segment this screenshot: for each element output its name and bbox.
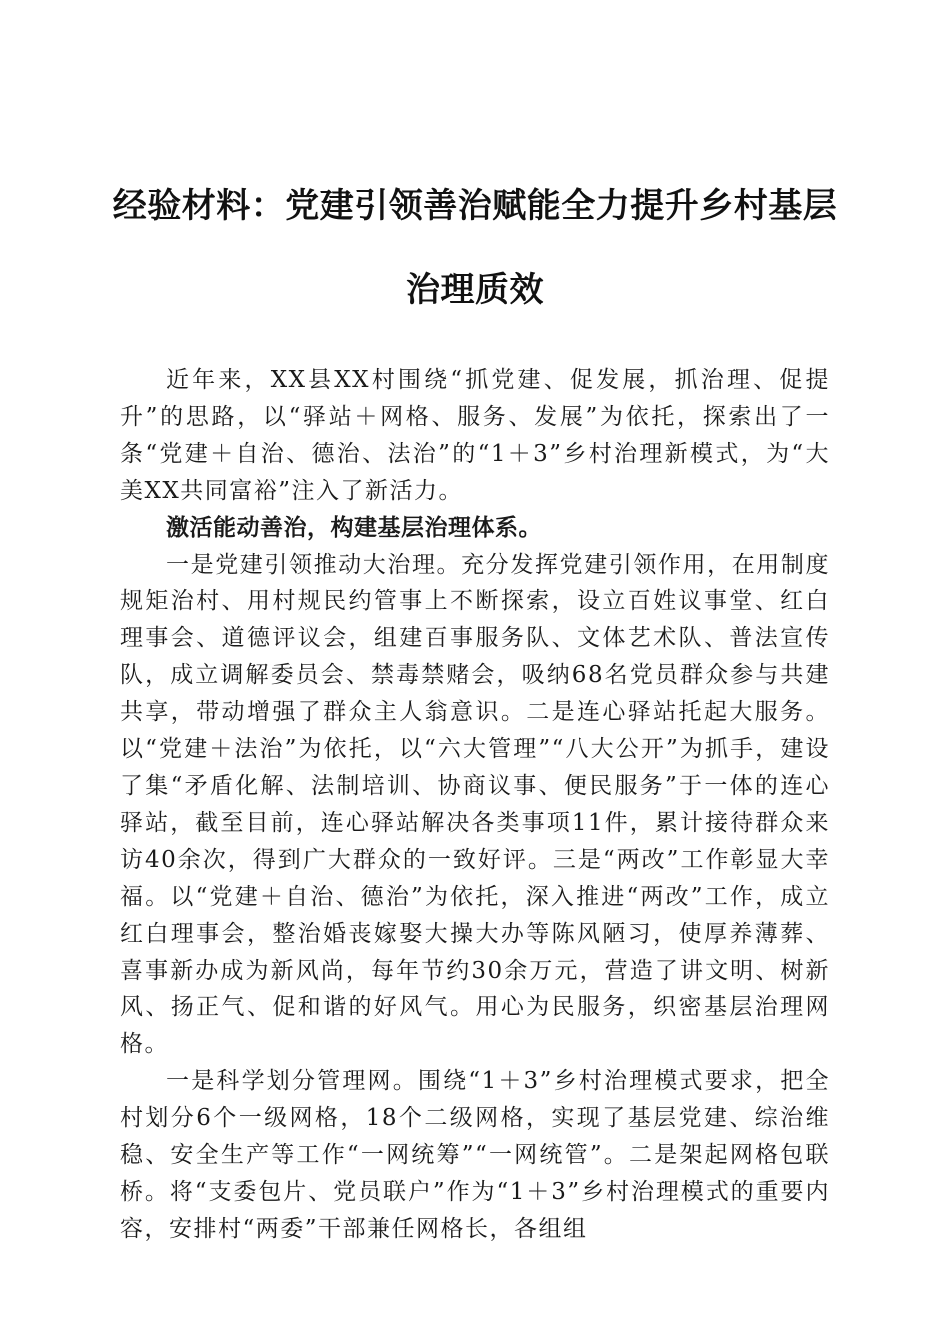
section-heading: 激活能动善治，构建基层治理体系。	[166, 513, 542, 541]
intro-paragraph: 近年来，XX县XX村围绕“抓党建、促发展，抓治理、促提升”的思路，以“驿站＋网格、服务、发展”为依托，探索出了一条“党建＋自治、德治、法治”的“1＋3”乡村治理新模式，为“大美XX共同富裕”注入了新活力。	[120, 367, 830, 504]
body-paragraph: 一是科学划分管理网。围绕“1＋3”乡村治理模式要求，把全村划分6个一级网格，18个二级网格，实现了基层党建、综治维稳、安全生产等工作“一网统筹”“一网统管”。二是架起网格包联桥。将“支委包片、党员联户”作为“1＋3”乡村治理模式的重要内容，安排村“两委”干部兼任网格长，各组组	[120, 1068, 830, 1242]
document-title: 经验材料：党建引领善治赋能全力提升乡村基层治理质效	[112, 186, 838, 310]
document-body	[120, 362, 830, 1248]
body-paragraph: 一是党建引领推动大治理。充分发挥党建引领作用，在用制度规矩治村、用村规民约管事上不断探索，设立百姓议事堂、红白理事会、道德评议会，组建百事服务队、文体艺术队、普法宣传队，成立调解委员会、禁毒禁赌会，吸纳68名党员群众参与共建共享，带动增强了群众主人翁意识。二是连心驿站托起大服务。以“党建＋法治”为依托，以“六大管理”“八大公开”为抓手，建设了集“矛盾化解、法制培训、协商议事、便民服务”于一体的连心驿站，截至目前，连心驿站解决各类事项11件，累计接待群众来访40余次，得到广大群众的一致好评。三是“两改”工作彰显大幸福。以“党建＋自治、德治”为依托，深入推进“两改”工作，成立红白理事会，整治婚丧嫁娶大操大办等陈风陋习，使厚养薄葬、喜事新办成为新风尚，每年节约30余万元，营造了讲文明、树新风、扬正气、促和谐的好风气。用心为民服务，织密基层治理网格。	[120, 551, 830, 1058]
